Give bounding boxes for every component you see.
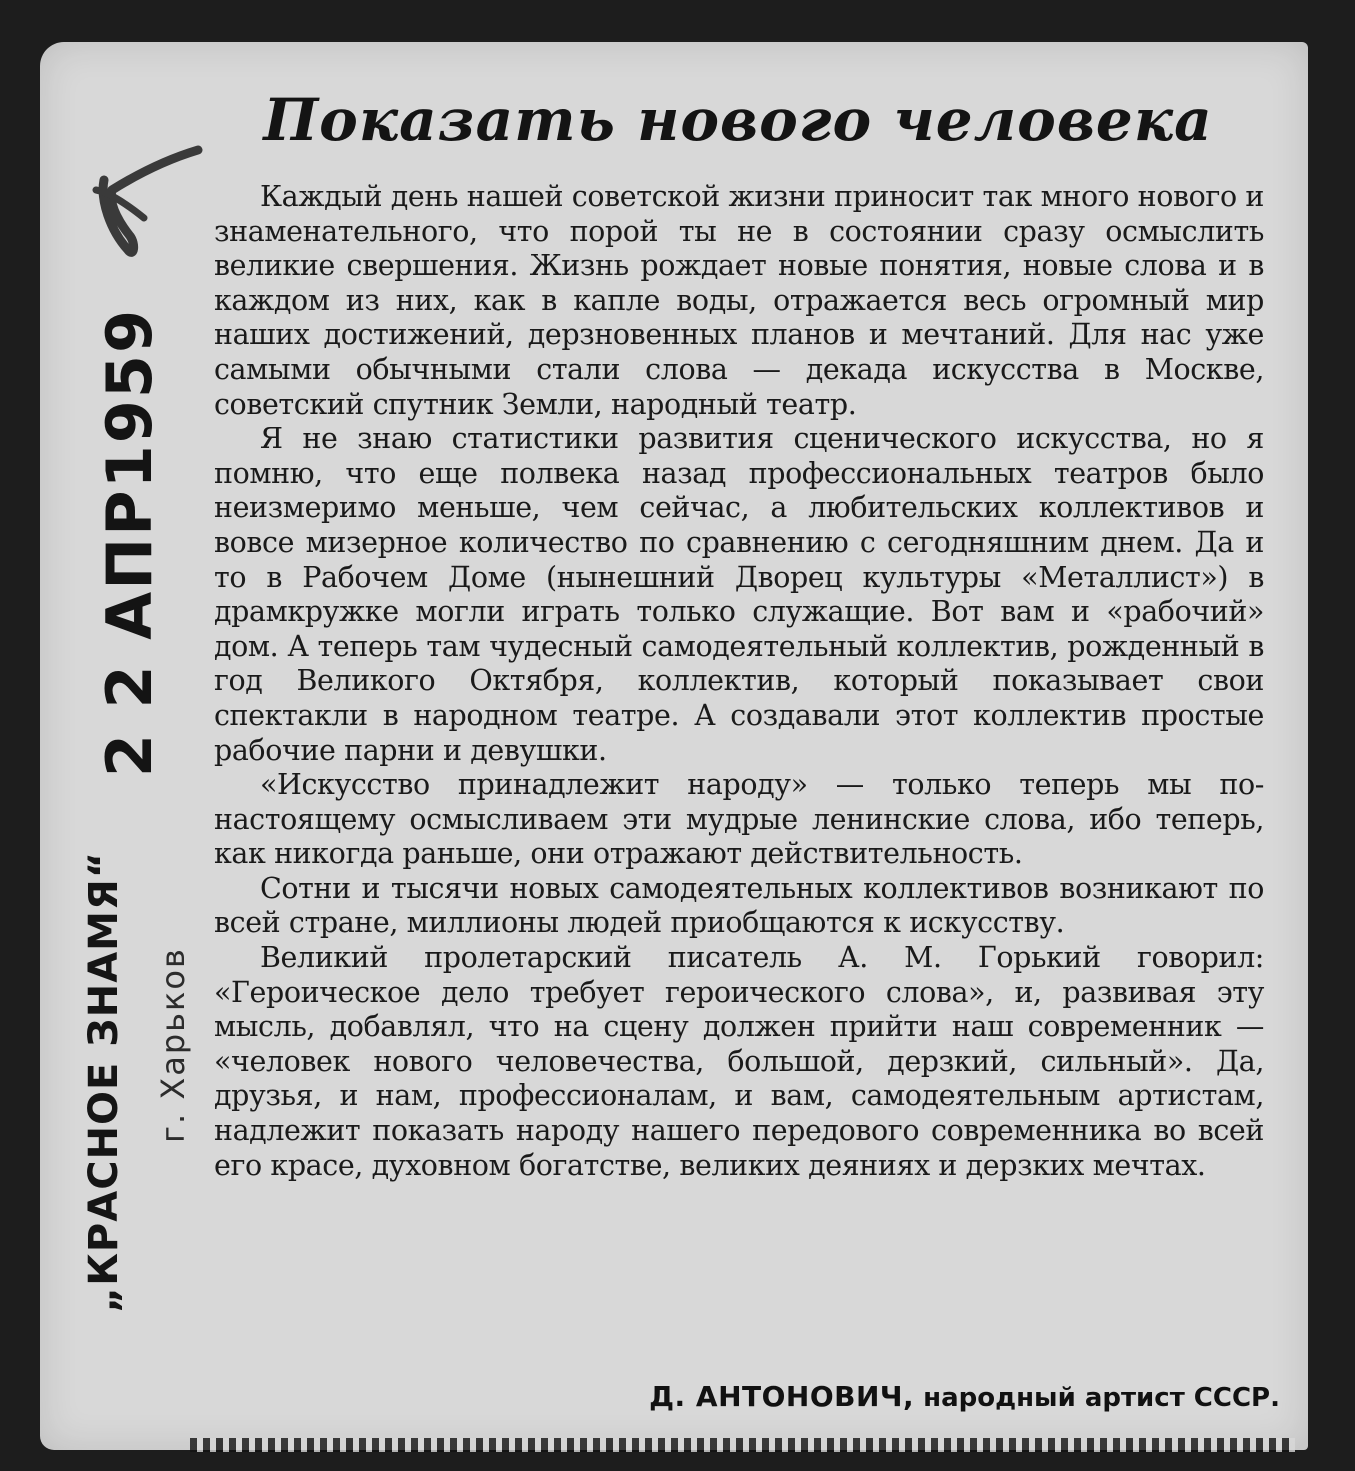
- date-stamp: [93, 307, 167, 777]
- newspaper-name-text: „КРАСНОЕ ЗНАМЯ“: [81, 850, 127, 1314]
- article-body: [214, 180, 1264, 1183]
- newspaper-name-stamp: [74, 832, 134, 1332]
- paragraph: «Искусство принадлежит народу» — только теперь мы по-настоящему осмысливаем эти мудрые ленинские слова, ибо теперь, как никогда раньше, они отражают действительность.: [214, 768, 1264, 871]
- date-stamp-text: 2 2 АПР1959: [93, 307, 167, 777]
- city-stamp-text: г. Харьков: [154, 947, 192, 1143]
- author-name: Д. АНТОНОВИЧ,: [649, 1380, 915, 1413]
- headline: Показать нового человека: [263, 86, 1213, 154]
- author-signature: [420, 1380, 1280, 1413]
- author-title: народный артист СССР.: [923, 1383, 1280, 1413]
- torn-bottom-edge: [190, 1438, 1295, 1452]
- paragraph: Великий пролетарский писатель А. М. Горький говорил: «Героическое дело требует героического слова», и, развивая эту мысль, добавлял, что на сцену должен прийти наш современник — «человек нового человечества, большой, дерзкий, сильный». Да, друзья, и нам, профессионалам, и вам, самодеятельным артистам, надлежит показать народу нашего передового современника во всей его красе, духовном богатстве, великих деяниях и дерзких мечтах.: [214, 941, 1264, 1182]
- paragraph: Каждый день нашей советской жизни приносит так много нового и знаменательного, что порой ты не в состоянии сразу осмыслить великие свершения. Жизнь рождает новые понятия, новые слова и в каждом из них, как в капле воды, отражается весь огромный мир наших достижений, дерзновенных планов и мечтаний. Для нас уже самыми обычными стали слова — декада искусства в Москве, советский спутник Земли, народный театр.: [214, 180, 1264, 421]
- paragraph: Я не знаю статистики развития сценического искусства, но я помню, что еще полвека назад профессиональных театров было неизмеримо меньше, чем сейчас, а любительских коллективов и вовсе мизерное количество по сравнению с сегодняшним днем. Да и то в Рабочем Доме (нынешний Дворец культуры «Металлист») в драмкружке могли играть только служащие. Вот вам и «рабочий» дом. А теперь там чудесный самодеятельный коллектив, рожденный в год Великого Октября, коллектив, который показывает свои спектакли в народном театре. А создавали этот коллектив простые рабочие парни и девушки.: [214, 422, 1264, 767]
- pencil-check-mark: [88, 140, 208, 270]
- city-stamp: [148, 920, 198, 1170]
- paragraph: Сотни и тысячи новых самодеятельных коллективов возникают по всей стране, миллионы людей приобщаются к искусству.: [214, 871, 1264, 940]
